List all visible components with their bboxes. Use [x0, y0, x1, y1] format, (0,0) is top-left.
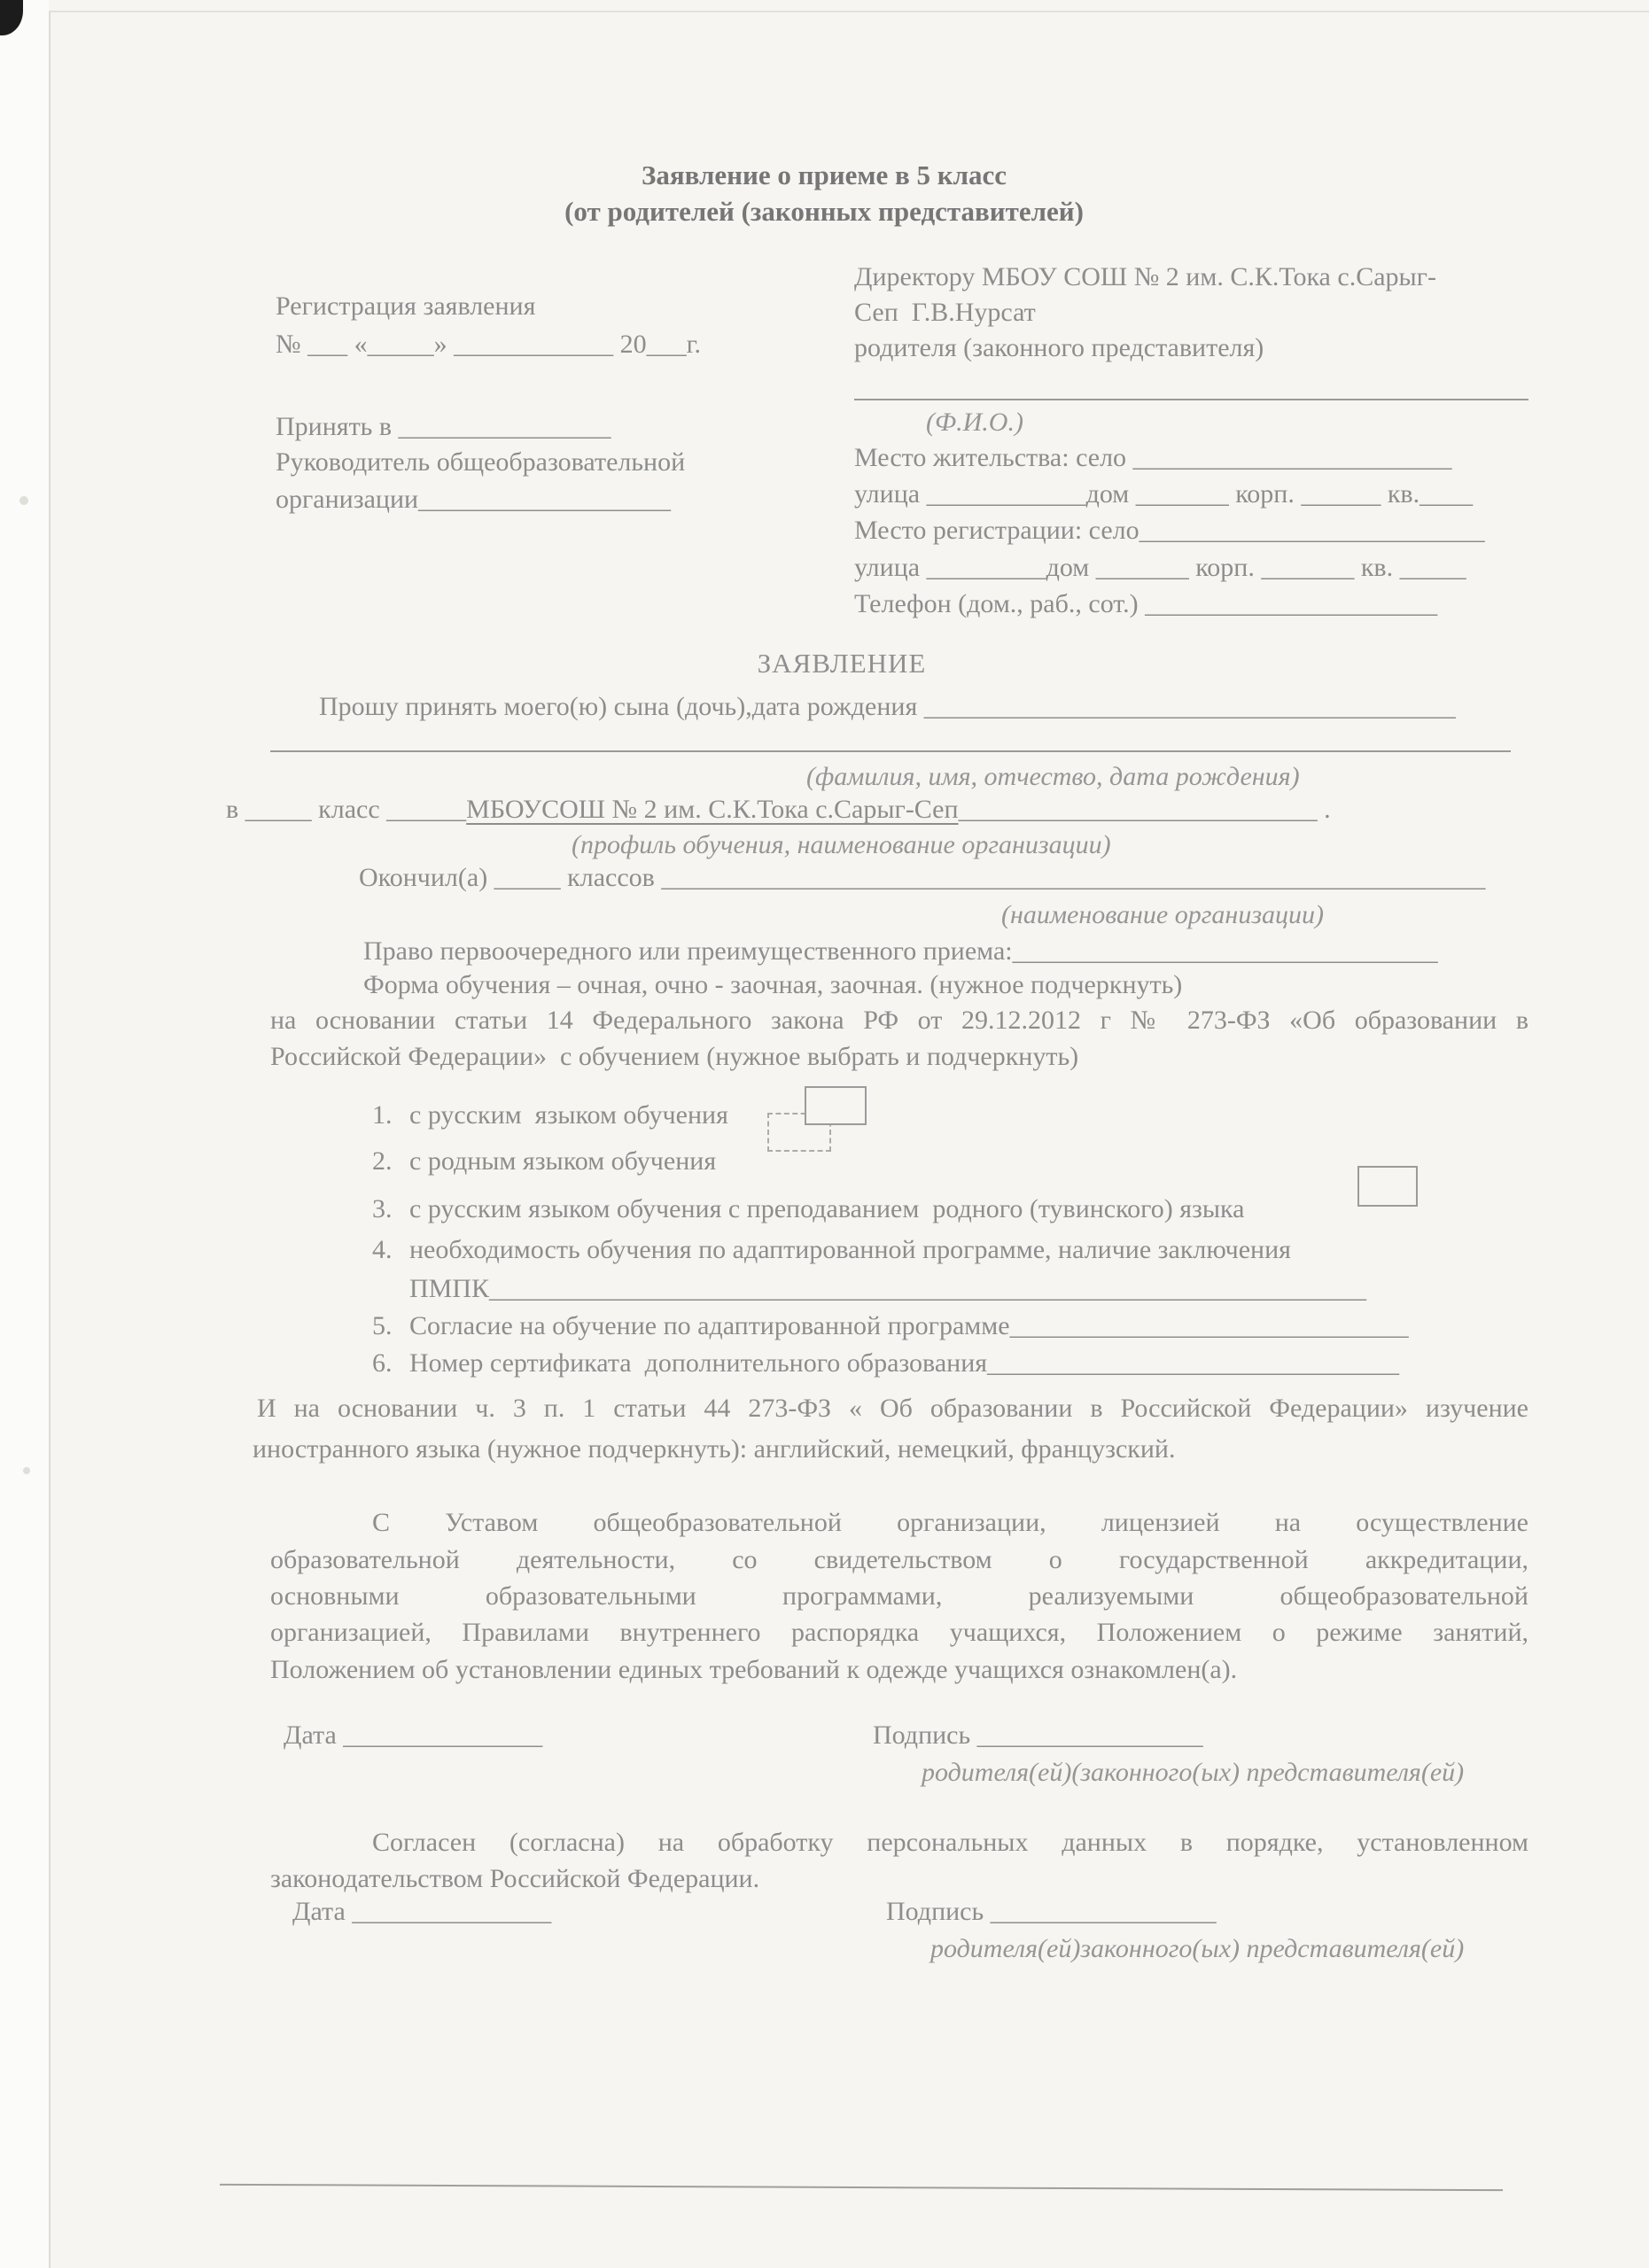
residence-street-line: улица ____________дом _______ корп. ______ кв.____ — [854, 479, 1474, 509]
scan-margin — [0, 0, 49, 2268]
consent-line1: Согласен (согласна) на обработку персональных данных в порядке, установленном — [372, 1828, 1528, 1857]
page-bottom-line — [220, 2184, 1503, 2191]
option-row — [372, 1143, 716, 1179]
statement-heading: ЗАЯВЛЕНИЕ — [757, 648, 927, 679]
school-name: МБОУСОШ № 2 им. С.К.Тока с.Сарыг-Сеп — [466, 795, 959, 824]
registration-place-line: Место регистрации: село__________________________ — [854, 516, 1485, 545]
education-form-line: Форма обучения – очная, очно - заочная, заочная. (нужное подчеркнуть) — [363, 970, 1183, 999]
option-number: 3. — [372, 1194, 393, 1223]
class-line-prefix: в _____ класс ______ — [226, 795, 467, 824]
law-basis-line1: на основании статьи 14 Федерального закона РФ от 29.12.2012 г № 273-ФЗ «Об образовании в — [270, 1006, 1528, 1035]
scan-artifact — [19, 496, 28, 505]
head-of-organization-line2: организации___________________ — [276, 485, 672, 514]
addressee-director-line2: Сеп Г.В.Нурсат — [854, 298, 1036, 327]
registration-label: Регистрация заявления — [276, 291, 536, 321]
addressee-director-line1: Директору МБОУ СОШ № 2 им. С.К.Тока с.Сарыг- — [854, 262, 1436, 291]
option-number: 6. — [372, 1348, 393, 1378]
signature-caption: родителя(ей)законного(ых) представителя(ей) — [930, 1934, 1465, 1963]
option-text: Номер сертификата дополнительного образования_______________________________ — [409, 1348, 1400, 1378]
option-row — [372, 1308, 1409, 1344]
phone-line: Телефон (дом., раб., сот.) ______________________ — [854, 589, 1438, 618]
accept-to-line: Принять в ________________ — [276, 412, 611, 441]
acknowledgement-line1: С Уставом общеобразовательной организации, лицензией на осуществление — [372, 1508, 1528, 1537]
child-name-blank-line — [270, 750, 1511, 752]
option-number: 4. — [372, 1235, 393, 1264]
option-row — [372, 1191, 1244, 1227]
option-number: 2. — [372, 1146, 393, 1176]
fio-caption: (Ф.И.О.) — [926, 408, 1023, 437]
option-number: 5. — [372, 1311, 393, 1340]
registration-number-line: № ___ «_____» ____________ 20___г. — [276, 330, 702, 359]
profile-caption: (профиль обучения, наименование организации) — [572, 830, 1111, 859]
acknowledgement-line4: организацией, Правилами внутреннего распорядка учащихся, Положением о режиме занятий, — [270, 1618, 1528, 1647]
option-text: с родным языком обучения — [409, 1146, 717, 1176]
option-row — [372, 1231, 1291, 1268]
addressee-parent-line: родителя (законного представителя) — [854, 333, 1264, 362]
registration-street-line: улица _________дом _______ корп. _______ кв. _____ — [854, 553, 1466, 582]
scan-artifact — [23, 1467, 30, 1474]
page-edge-left — [49, 11, 51, 2268]
option-number: 1. — [372, 1100, 393, 1130]
signature-line: Подпись _________________ — [886, 1897, 1217, 1926]
acknowledgement-line5: Положением об установлении единых требований к одежде учащихся ознакомлен(а). — [270, 1655, 1238, 1684]
class-line-suffix: ___________________________ . — [958, 795, 1331, 824]
page-edge-top — [49, 11, 1649, 12]
pmpk-blank-line: ПМПК__________________________________________________________________ — [409, 1274, 1367, 1303]
signature-caption: родителя(ей)(законного(ых) представителя(ей) — [922, 1758, 1465, 1787]
head-of-organization-line1: Руководитель общеобразовательной — [276, 447, 686, 477]
date-line: Дата _______________ — [292, 1897, 552, 1926]
option-text: с русским языком обучения — [409, 1100, 728, 1130]
option-row — [372, 1345, 1399, 1381]
date-line: Дата _______________ — [284, 1720, 543, 1750]
option-text: Согласие на обучение по адаптированной программе______________________________ — [409, 1311, 1409, 1340]
document-title-line2: (от родителей (законных представителей) — [564, 196, 1084, 227]
class-line — [226, 791, 1331, 827]
acknowledgement-line3: основными образовательными программами, реализуемыми общеобразовательной — [270, 1581, 1528, 1611]
acknowledgement-line2: образовательной деятельности, со свидетельством о государственной аккредитации, — [270, 1545, 1528, 1574]
checkbox-russian-language — [805, 1086, 867, 1125]
foreign-language-line2: иностранного языка (нужное подчеркнуть): английский, немецкий, французский. — [253, 1434, 1176, 1464]
priority-right-line: Право первоочередного или преимущественного приема:________________________________ — [363, 936, 1438, 966]
option-text: с русским языком обучения с преподаванием родного (тувинского) языка — [409, 1194, 1245, 1223]
option-text: необходимость обучения по адаптированной программе, наличие заключения — [409, 1235, 1291, 1264]
signature-line: Подпись _________________ — [873, 1720, 1203, 1750]
request-line: Прошу принять моего(ю) сына (дочь),дата рождения ________________________________________ — [319, 692, 1456, 721]
organization-caption: (наименование организации) — [1001, 900, 1325, 929]
option-row — [372, 1097, 728, 1133]
foreign-language-line1: И на основании ч. 3 п. 1 статьи 44 273-ФЗ « Об образовании в Российской Федерации» изучение — [257, 1394, 1528, 1423]
checkbox-russian-with-tuvan — [1357, 1166, 1418, 1207]
document-title-line1: Заявление о приеме в 5 класс — [642, 159, 1007, 190]
residence-line: Место жительства: село ________________________ — [854, 443, 1452, 472]
consent-line2: законодательством Российской Федерации. — [270, 1864, 760, 1893]
law-basis-line2: Российской Федерации» с обучением (нужное выбрать и подчеркнуть) — [270, 1042, 1079, 1071]
child-fio-caption: (фамилия, имя, отчество, дата рождения) — [806, 762, 1300, 791]
finished-classes-line: Окончил(а) _____ классов ______________________________________________________________ — [359, 863, 1486, 892]
fio-blank-line — [854, 399, 1528, 400]
